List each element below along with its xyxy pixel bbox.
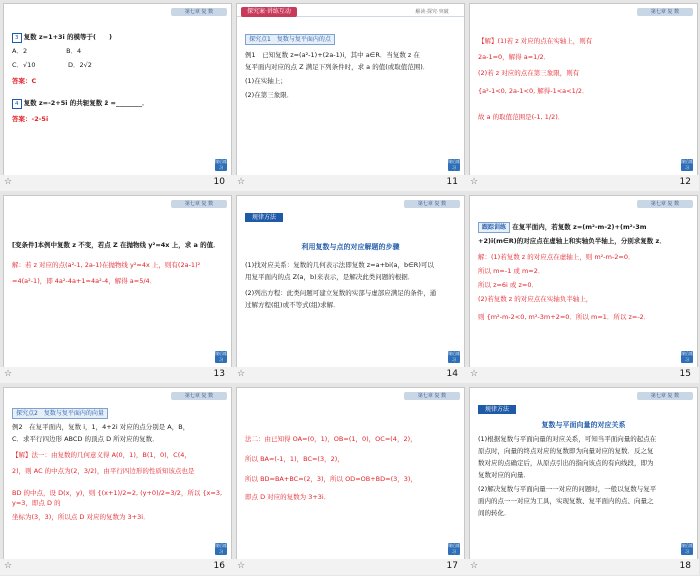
answer-line: 2a-1=0，解得 a=1/2． — [478, 53, 551, 61]
slide-thumbnail[interactable] — [469, 195, 698, 368]
answer-line: 所以 BA=(-1，1)，BC=(3，2)， — [245, 455, 344, 463]
answer-line: (2)若 z 对应的点在第三象限，则有 — [478, 69, 580, 77]
thumbnail-cell[interactable] — [466, 192, 699, 384]
thumbnail-caption — [466, 559, 699, 575]
star-icon[interactable]: ☆ — [470, 177, 479, 187]
slide-line: 例2 在复平面内，复数 i，1，4+2i 对应的点分别是 A，B， — [12, 423, 190, 431]
slide-number: 16 — [213, 561, 225, 571]
thumbnail-cell[interactable] — [233, 384, 466, 576]
slide-line: 用复平面内的点 Z(a，b)来表示，是解决此类问题的根据． — [245, 273, 415, 281]
slide-number: 17 — [446, 561, 458, 571]
slide-line: 数对应的点确定后，从原点引出的指向该点的有向线段，即为 — [478, 459, 654, 467]
answer-line: 答案：-2-5i — [12, 115, 49, 123]
answer-line: 即点 D 对应的复数为 3+3i． — [245, 493, 331, 501]
chapter-header: 第七章 复 数 — [637, 392, 693, 400]
answer-line: 解：(1)若复数 z 的对应点在虚轴上，则 m²-m-2=0． — [478, 253, 635, 261]
slide-thumbnail[interactable] — [236, 3, 465, 176]
star-icon[interactable]: ☆ — [470, 561, 479, 571]
slide-number: 14 — [446, 369, 458, 379]
thumbnail-cell[interactable] — [233, 0, 466, 192]
answer-line: BD 的中点，设 D(x，y)，则 {(x+1)/2=2, (y+0)/2=3/2，所以 {x=3, y=3，即点 D 的 — [12, 489, 223, 507]
star-icon[interactable]: ☆ — [4, 561, 13, 571]
bullet-icon: 3 — [12, 33, 22, 43]
chapter-header: 第七章 复 数 — [404, 200, 460, 208]
answer-line: {a²-1<0, 2a-1<0, 解得-1<a<1/2． — [478, 87, 589, 95]
slide-line: (2)列出方程：此类问题可建立复数的实部与虚部应满足的条件，通 — [245, 289, 437, 297]
slide-line: A．2 B．4 — [12, 47, 82, 55]
slide-thumbnail[interactable] — [236, 195, 465, 368]
answer-line: 所以 z=6i 或 z=0． — [478, 281, 538, 289]
slide-line: 4 复数 z=-2+5i 的共轭复数 z̄ =________． — [12, 98, 223, 109]
answer-line: 所以 m=-1 或 m=2． — [478, 267, 545, 275]
slide-line: (2)解决复数与平面向量一一对应的问题时，一般以复数与复平 — [478, 485, 657, 493]
answer-line: (2)若复数 z 的对应点在实轴负半轴上， — [478, 295, 593, 303]
chapter-header: 第七章 复 数 — [171, 200, 227, 208]
chapter-header: 第七章 复 数 — [637, 200, 693, 208]
slide-number: 12 — [679, 177, 691, 187]
thumbnail-cell[interactable] — [466, 384, 699, 576]
logo-icon: 课后练习 — [448, 351, 460, 362]
thumbnail-caption — [466, 175, 699, 191]
thumbnail-caption — [233, 175, 466, 191]
slide-line: [变条件]本例中复数 z 不变，若点 Z 在抛物线 y²=4x 上，求 a 的值． — [12, 241, 220, 249]
thumbnail-caption — [233, 367, 466, 383]
logo-icon: 课后练习 — [681, 543, 693, 554]
slide-thumbnail[interactable] — [469, 3, 698, 176]
answer-line: =4(a²-1)，即 4a²-4a+1=4a²-4，解得 a=5/4． — [12, 277, 157, 285]
chapter-header: 第七章 复 数 — [404, 392, 460, 400]
answer-line: 所以 BD=BA+BC=(2，3)，所以 OD=OB+BD=(3，3)， — [245, 475, 417, 483]
slide-thumbnail[interactable] — [236, 387, 465, 560]
slide-line: C．求平行四边形 ABCD 的顶点 D 所对应的复数． — [12, 435, 159, 443]
slide-line: 3 复数 z=1+3i 的模等于( ) — [12, 32, 223, 43]
logo-icon: 课后练习 — [681, 351, 693, 362]
section-banner: 探究案·讲练互动 — [241, 7, 297, 17]
chapter-header: 第七章 复 数 — [637, 8, 693, 16]
logo-icon: 课后练习 — [215, 159, 227, 170]
slide-thumbnail[interactable] — [3, 387, 232, 560]
slide-line: (1)找对应关系：复数的几何表示法即复数 z=a+bi(a，b∈R)可以 — [245, 261, 434, 269]
slide-line: (2)在第三象限． — [245, 91, 294, 99]
slide-line: 过解方程(组)或不等式(组)求解． — [245, 301, 340, 309]
logo-icon: 课后练习 — [215, 351, 227, 362]
bullet-icon: 4 — [12, 99, 22, 109]
slide-thumbnail[interactable] — [3, 3, 232, 176]
answer-line: 故 a 的取值范围是(-1, 1/2)． — [478, 113, 565, 121]
answer-line: 坐标为(3，3)，所以点 D 对应的复数为 3+3i． — [12, 513, 150, 521]
slide-line: 例1 已知复数 z=(a²-1)+(2a-1)i，其中 a∈R．当复数 z 在 — [245, 51, 420, 59]
answer-line: 2)，则 AC 的中点为(2，3/2)，由平行四边形的性质知该点也是 — [12, 467, 195, 475]
slide-line: 复数对应的向量． — [478, 471, 530, 479]
logo-icon: 课后练习 — [448, 159, 460, 170]
slide-thumbnail[interactable] — [469, 387, 698, 560]
logo-icon: 课后练习 — [448, 543, 460, 554]
slide-line: 间的转化． — [478, 509, 511, 517]
star-icon[interactable]: ☆ — [470, 369, 479, 379]
thumbnail-cell[interactable] — [0, 192, 233, 384]
answer-line: 【解】法一：由复数的几何意义得 A(0，1)，B(1，0)，C(4， — [12, 451, 191, 459]
thumbnail-cell[interactable] — [0, 0, 233, 192]
slide-line: +2)i(m∈R)的对应点在虚轴上和实轴负半轴上，分别求复数 z． — [478, 237, 666, 245]
section-title: 探究点2 复数与复平面内的向量 — [12, 408, 223, 419]
slide-line: 面内的点一一对应为工具，实现复数、复平面内的点、向量之 — [478, 497, 654, 505]
practice-tag: 跟踪训练 — [478, 222, 510, 233]
logo-icon: 课后练习 — [215, 543, 227, 554]
slide-line: (1)在实轴上； — [245, 77, 287, 85]
slide-title: 利用复数与点的对应解题的步骤 — [301, 243, 400, 251]
slide-number: 10 — [213, 177, 225, 187]
star-icon[interactable]: ☆ — [237, 369, 246, 379]
star-icon[interactable]: ☆ — [4, 369, 13, 379]
answer-line: 答案：C — [12, 77, 37, 85]
thumbnail-caption — [0, 367, 233, 383]
slide-line: 原点时，向量的终点对应的复数即为向量对应的复数．反之复 — [478, 447, 654, 455]
star-icon[interactable]: ☆ — [237, 177, 246, 187]
answer-line: 【解】(1)若 z 对应的点在实轴上，则有 — [478, 37, 593, 45]
subheader: 解读·探究·突破 — [404, 8, 460, 16]
slide-line: 跟踪训练 在复平面内，若复数 z=(m²-m-2)+(m²-3m — [478, 222, 689, 233]
slide-line: (1)根据复数与平面向量的对应关系，可知当平面向量的起点在 — [478, 435, 657, 443]
slide-number: 11 — [446, 177, 458, 187]
thumbnail-cell[interactable] — [466, 0, 699, 192]
answer-line: 则 {m²-m-2<0, m²-3m+2=0．所以 m=1．所以 z=-2． — [478, 313, 651, 321]
thumbnail-caption — [233, 559, 466, 575]
thumbnail-caption — [0, 559, 233, 575]
logo-icon: 课后练习 — [681, 159, 693, 170]
section-banner: 规律方法 — [478, 405, 516, 414]
slide-line: C．√10 D．2√2 — [12, 61, 92, 69]
slide-number: 18 — [679, 561, 691, 571]
chapter-header: 第七章 复 数 — [171, 8, 227, 16]
answer-line: 解：若 z 对应的点(a²-1, 2a-1)在抛物线 y²=4x 上，则有(2a-1)² — [12, 261, 201, 269]
thumbnail-caption — [0, 175, 233, 191]
chapter-header: 第七章 复 数 — [171, 392, 227, 400]
answer-line: 法二：由已知得 OA=(0，1)，OB=(1，0)，OC=(4，2)， — [245, 435, 417, 443]
section-title: 探究点1 复数与复平面内的点 — [245, 34, 456, 45]
section-banner: 规律方法 — [245, 213, 283, 222]
thumbnail-cell[interactable] — [0, 384, 233, 576]
slide-line: 复平面内对应的点 Z 满足下列条件时，求 a 的值(或取值范围)． — [245, 63, 430, 71]
star-icon[interactable]: ☆ — [237, 561, 246, 571]
thumbnail-cell[interactable] — [233, 192, 466, 384]
star-icon[interactable]: ☆ — [4, 177, 13, 187]
slide-number: 15 — [679, 369, 691, 379]
slide-title: 复数与平面向量的对应关系 — [541, 421, 626, 429]
slide-thumbnail[interactable] — [3, 195, 232, 368]
thumbnail-caption — [466, 367, 699, 383]
slide-number: 13 — [213, 369, 225, 379]
